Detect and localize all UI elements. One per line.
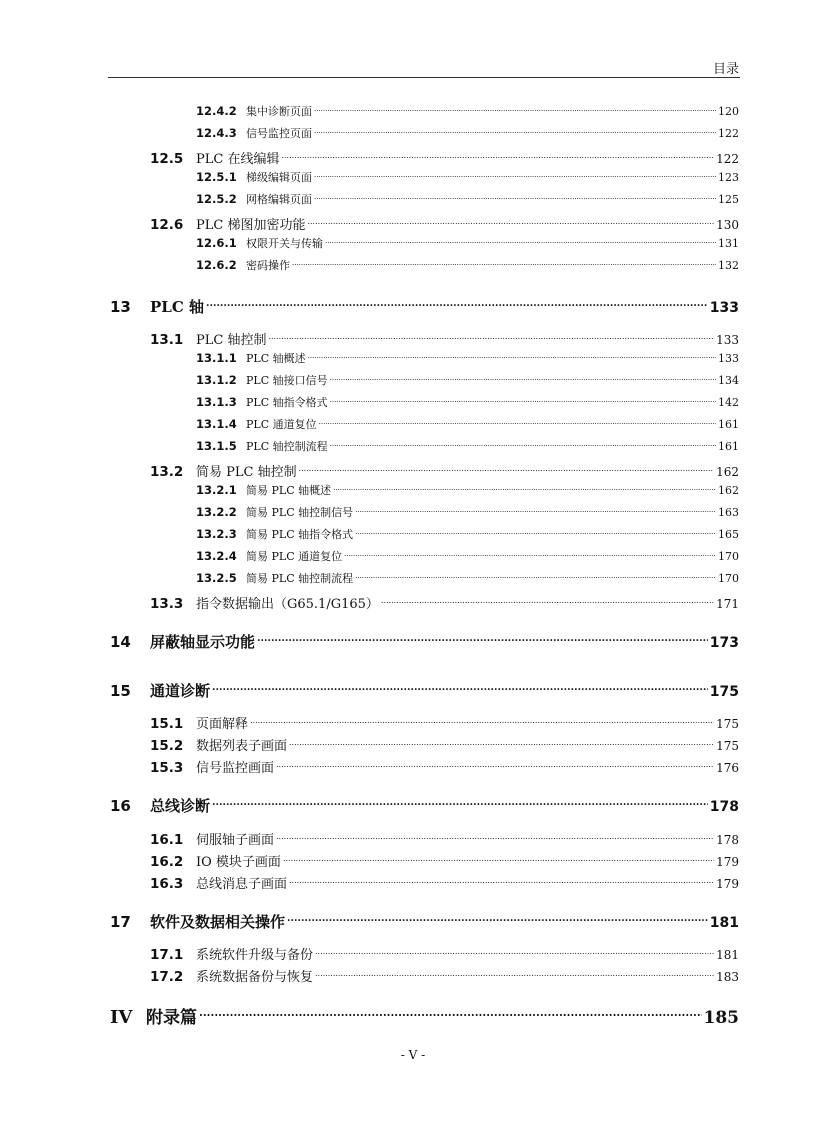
toc-entry-title: PLC 轴指令格式 bbox=[246, 396, 328, 409]
toc-entry-page: 162 bbox=[718, 484, 739, 497]
dot-leader bbox=[314, 189, 716, 203]
toc-entry[interactable] bbox=[110, 907, 739, 931]
dot-leader bbox=[333, 480, 716, 494]
toc-entry[interactable] bbox=[150, 963, 739, 985]
toc-entry-number: 13.2.2 bbox=[196, 505, 237, 519]
toc-entry-title: 通道诊断 bbox=[150, 682, 211, 700]
toc-entry-title: 简易 PLC 通道复位 bbox=[246, 550, 343, 563]
toc-entry-number: 13.1.5 bbox=[196, 439, 237, 453]
dot-leader bbox=[355, 524, 716, 538]
toc-entry-title: 总线诊断 bbox=[150, 797, 211, 815]
toc-entry-page: 122 bbox=[716, 152, 739, 166]
toc-entry-number: 15.1 bbox=[150, 716, 184, 732]
dot-leader bbox=[307, 211, 714, 229]
toc-entry-title: PLC 梯图加密功能 bbox=[196, 218, 306, 233]
dot-leader bbox=[206, 292, 708, 312]
toc-entry-page: 181 bbox=[709, 915, 739, 931]
toc-entry-number: 12.5 bbox=[150, 151, 184, 167]
toc-entry[interactable] bbox=[196, 392, 739, 409]
toc-entry[interactable] bbox=[150, 826, 739, 848]
toc-entry-page: 173 bbox=[709, 635, 739, 651]
toc-entry-number: 13.2.4 bbox=[196, 549, 237, 563]
toc-entry-number: 13.1.4 bbox=[196, 417, 237, 431]
dot-leader bbox=[268, 326, 714, 344]
toc-entry-number: 13.1 bbox=[150, 332, 184, 348]
dot-leader bbox=[355, 568, 716, 582]
toc-entry-number: 12.5.2 bbox=[196, 192, 237, 206]
toc-entry-title: 简易 PLC 轴概述 bbox=[246, 484, 332, 497]
dot-leader bbox=[325, 233, 716, 247]
toc-entry-page: 175 bbox=[716, 717, 739, 731]
dot-leader bbox=[212, 791, 708, 811]
dot-leader bbox=[283, 848, 714, 866]
toc-entry-title: 信号监控画面 bbox=[196, 761, 275, 776]
toc-entry-title: PLC 轴控制流程 bbox=[246, 440, 328, 453]
toc-entry-number: 12.6 bbox=[150, 217, 184, 233]
toc-entry-title: PLC 轴接口信号 bbox=[246, 374, 328, 387]
toc-entry-page: 175 bbox=[709, 684, 739, 700]
toc-entry-page: 134 bbox=[718, 374, 739, 387]
dot-leader bbox=[281, 145, 714, 163]
toc-entry-page: 163 bbox=[718, 506, 739, 519]
toc-entry-page: 133 bbox=[716, 333, 739, 347]
dot-leader bbox=[330, 436, 716, 450]
dot-leader bbox=[355, 502, 716, 516]
toc-entry-title: 数据列表子画面 bbox=[196, 739, 288, 754]
dot-leader bbox=[250, 710, 714, 728]
toc-entry-title: 系统数据备份与恢复 bbox=[196, 970, 314, 985]
toc-entry-number: 13.2 bbox=[150, 464, 184, 480]
toc-entry-number: 17.1 bbox=[150, 947, 184, 963]
toc-entry[interactable] bbox=[150, 326, 739, 348]
toc-entry-page: 171 bbox=[716, 597, 739, 611]
toc-entry[interactable] bbox=[150, 848, 739, 870]
toc-entry-title: IO 模块子画面 bbox=[196, 855, 281, 870]
toc-entry[interactable] bbox=[150, 754, 739, 776]
toc-entry-page: 175 bbox=[716, 739, 739, 753]
toc-entry-page: 133 bbox=[718, 352, 739, 365]
toc-entry-title: 简易 PLC 轴控制 bbox=[196, 465, 297, 480]
toc-entry-title: 伺服轴子画面 bbox=[196, 833, 275, 848]
toc-entry-number: 13.2.3 bbox=[196, 527, 237, 541]
dot-leader bbox=[330, 392, 716, 406]
toc-entry[interactable] bbox=[110, 292, 739, 316]
dot-leader bbox=[314, 123, 716, 137]
dot-leader bbox=[299, 458, 715, 476]
dot-leader bbox=[315, 963, 714, 981]
toc-entry-number: 13.1.3 bbox=[196, 395, 237, 409]
toc-entry-title: 密码操作 bbox=[246, 259, 290, 272]
toc-entry[interactable] bbox=[150, 710, 739, 732]
toc-entry-title: 简易 PLC 轴控制信号 bbox=[246, 506, 354, 519]
dot-leader bbox=[287, 907, 708, 927]
toc-entry-number: 12.6.1 bbox=[196, 236, 237, 250]
toc-entry-number: 12.5.1 bbox=[196, 170, 237, 184]
toc-entry-number: 13.2.5 bbox=[196, 571, 237, 585]
toc-entry-title: 总线消息子画面 bbox=[196, 877, 288, 892]
toc-entry-page: 178 bbox=[709, 799, 739, 815]
toc-entry[interactable] bbox=[196, 436, 739, 453]
toc-entry[interactable] bbox=[150, 211, 739, 233]
toc-entry[interactable] bbox=[150, 732, 739, 754]
toc-entry-title: 指令数据输出（G65.1/G165） bbox=[196, 597, 379, 612]
toc-entry-number: 15.3 bbox=[150, 760, 184, 776]
toc-entry[interactable] bbox=[110, 676, 739, 700]
toc-entry-page: 131 bbox=[718, 237, 739, 250]
toc-entry[interactable] bbox=[196, 101, 739, 118]
dot-leader bbox=[257, 627, 708, 647]
toc-entry-page: 179 bbox=[716, 855, 739, 869]
toc-entry-page: 130 bbox=[716, 218, 739, 232]
dot-leader bbox=[330, 370, 716, 384]
dot-leader bbox=[199, 1001, 702, 1023]
toc-entry-title: PLC 在线编辑 bbox=[196, 152, 280, 167]
toc-entry[interactable] bbox=[196, 255, 739, 272]
toc-entry-page: 125 bbox=[718, 193, 739, 206]
toc-entry-page: 176 bbox=[716, 761, 739, 775]
toc-entry-number: 16.3 bbox=[150, 876, 184, 892]
toc-entry-number: 13.2.1 bbox=[196, 483, 237, 497]
toc-entry[interactable] bbox=[196, 502, 739, 519]
toc-entry-number: 12.4.3 bbox=[196, 126, 237, 140]
toc-entry-page: 133 bbox=[709, 300, 739, 316]
toc-entry-number: 13.1.1 bbox=[196, 351, 237, 365]
toc-entry-page: 183 bbox=[716, 970, 739, 984]
toc-entry-title: 简易 PLC 轴控制流程 bbox=[246, 572, 354, 585]
toc-entry-title: PLC 轴 bbox=[150, 298, 204, 316]
toc-entry[interactable] bbox=[196, 233, 739, 250]
toc-entry-title: PLC 轴控制 bbox=[196, 333, 267, 348]
toc-entry-number: 16.1 bbox=[150, 832, 184, 848]
toc-entry-number: 17 bbox=[110, 913, 131, 931]
toc-entry-page: 178 bbox=[716, 833, 739, 847]
toc-entry-page: 123 bbox=[718, 171, 739, 184]
dot-leader bbox=[314, 167, 716, 181]
header-divider bbox=[108, 77, 740, 78]
toc-entry[interactable] bbox=[196, 123, 739, 140]
toc-entry[interactable] bbox=[196, 189, 739, 206]
toc-entry-number: 13.1.2 bbox=[196, 373, 237, 387]
dot-leader bbox=[319, 414, 716, 428]
toc-entry[interactable] bbox=[196, 370, 739, 387]
toc-entry-title: 网格编辑页面 bbox=[246, 193, 312, 206]
page-number-footer: - V - bbox=[400, 1048, 426, 1062]
toc-entry-number: IV bbox=[110, 1007, 133, 1028]
toc-entry-title: 信号监控页面 bbox=[246, 127, 312, 140]
toc-entry-page: 122 bbox=[718, 127, 739, 140]
toc-entry-number: 13 bbox=[110, 298, 131, 316]
toc-entry-page: 170 bbox=[718, 550, 739, 563]
toc-entry-page: 161 bbox=[718, 418, 739, 431]
dot-leader bbox=[344, 546, 716, 560]
dot-leader bbox=[315, 941, 714, 959]
dot-leader bbox=[314, 101, 716, 115]
toc-entry-page: 132 bbox=[718, 259, 739, 272]
toc-entry-number: 15 bbox=[110, 682, 131, 700]
toc-entry-title: 系统软件升级与备份 bbox=[196, 948, 314, 963]
toc-entry-page: 185 bbox=[703, 1008, 739, 1028]
toc-entry-title: 权限开关与传输 bbox=[246, 237, 323, 250]
dot-leader bbox=[292, 255, 716, 269]
toc-entry[interactable] bbox=[196, 480, 739, 497]
toc-entry-page: 120 bbox=[718, 105, 739, 118]
dot-leader bbox=[381, 590, 714, 608]
toc-entry[interactable] bbox=[110, 791, 739, 815]
dot-leader bbox=[276, 826, 714, 844]
toc-entry[interactable] bbox=[150, 458, 739, 480]
dot-leader bbox=[308, 348, 716, 362]
dot-leader bbox=[289, 870, 714, 888]
toc-entry[interactable] bbox=[110, 1001, 739, 1028]
toc-entry-number: 17.2 bbox=[150, 969, 184, 985]
toc-entry-title: 软件及数据相关操作 bbox=[150, 913, 286, 931]
toc-entry-page: 161 bbox=[718, 440, 739, 453]
toc-entry-number: 14 bbox=[110, 633, 131, 651]
toc-entry-title: 页面解释 bbox=[196, 717, 249, 732]
toc-entry-page: 179 bbox=[716, 877, 739, 891]
toc-entry-number: 12.4.2 bbox=[196, 104, 237, 118]
toc-entry[interactable] bbox=[196, 348, 739, 365]
toc-entry[interactable] bbox=[196, 414, 739, 431]
dot-leader bbox=[276, 754, 714, 772]
toc-entry[interactable] bbox=[196, 546, 739, 563]
toc-entry-page: 181 bbox=[716, 948, 739, 962]
toc-entry-number: 12.6.2 bbox=[196, 258, 237, 272]
toc-entry-title: PLC 通道复位 bbox=[246, 418, 317, 431]
toc-entry-number: 13.3 bbox=[150, 596, 184, 612]
toc-entry[interactable] bbox=[196, 167, 739, 184]
toc-entry-number: 15.2 bbox=[150, 738, 184, 754]
header-title: 目录 bbox=[712, 62, 739, 77]
toc-entry-title: 简易 PLC 轴指令格式 bbox=[246, 528, 354, 541]
toc-entry[interactable] bbox=[150, 941, 739, 963]
toc-entry-page: 165 bbox=[718, 528, 739, 541]
toc-entry[interactable] bbox=[196, 568, 739, 585]
toc-entry[interactable] bbox=[150, 145, 739, 167]
toc-entry-number: 16.2 bbox=[150, 854, 184, 870]
dot-leader bbox=[289, 732, 714, 750]
toc-entry-title: 集中诊断页面 bbox=[246, 105, 312, 118]
toc-entry-number: 16 bbox=[110, 797, 131, 815]
toc-entry-page: 142 bbox=[718, 396, 739, 409]
toc-entry[interactable] bbox=[196, 524, 739, 541]
toc-entry[interactable] bbox=[150, 870, 739, 892]
toc-entry-title: 梯级编辑页面 bbox=[246, 171, 312, 184]
toc-entry-title: PLC 轴概述 bbox=[246, 352, 306, 365]
dot-leader bbox=[212, 676, 708, 696]
toc-entry[interactable] bbox=[110, 627, 739, 651]
toc-entry-title: 屏蔽轴显示功能 bbox=[150, 633, 256, 651]
toc-entry[interactable] bbox=[150, 590, 739, 612]
toc-entry-page: 162 bbox=[716, 465, 739, 479]
toc-entry-title: 附录篇 bbox=[146, 1008, 197, 1028]
toc-entry-page: 170 bbox=[718, 572, 739, 585]
